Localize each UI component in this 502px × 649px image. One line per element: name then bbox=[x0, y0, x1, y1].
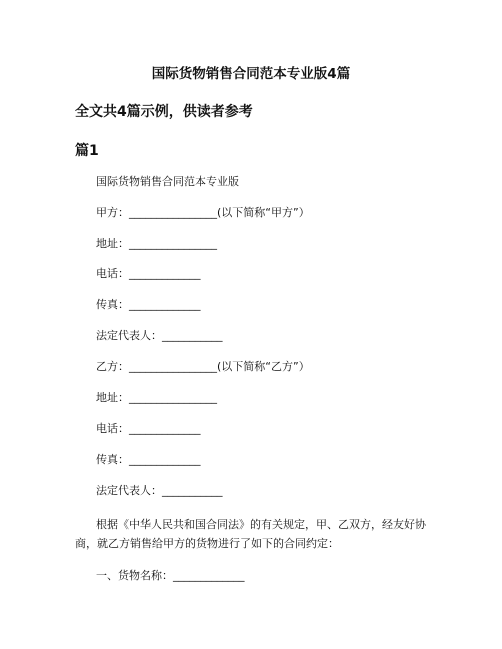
party-a-phone-line: 电话：_____________ bbox=[96, 267, 201, 280]
goods-name-line: 一、货物名称：_____________ bbox=[96, 569, 245, 582]
party-b-legal-rep-line: 法定代表人：___________ bbox=[96, 484, 223, 497]
party-a-legal-rep-line: 法定代表人：___________ bbox=[96, 329, 223, 342]
party-a-fax-line: 传真：_____________ bbox=[96, 298, 201, 311]
section-heading: 篇1 bbox=[75, 143, 99, 159]
document-subtitle: 全文共4篇示例，供读者参考 bbox=[75, 104, 253, 120]
party-b-name-line: 乙方：________________(以下简称“乙方”） bbox=[96, 360, 310, 373]
party-b-fax-line: 传真：_____________ bbox=[96, 453, 201, 466]
party-b-phone-line: 电话：_____________ bbox=[96, 422, 201, 435]
party-b-address-line: 地址：________________ bbox=[96, 391, 217, 404]
contract-title-line: 国际货物销售合同范本专业版 bbox=[96, 175, 239, 188]
party-a-address-line: 地址：________________ bbox=[96, 237, 217, 250]
agreement-paragraph: 根据《中华人民共和国合同法》的有关规定，甲、乙双方，经友好协商，就乙方销售给甲方的货物进行了如下的合同约定： bbox=[75, 518, 426, 550]
document-title: 国际货物销售合同范本专业版4篇 bbox=[151, 66, 351, 82]
party-a-name-line: 甲方：________________(以下简称“甲方”） bbox=[96, 206, 310, 219]
